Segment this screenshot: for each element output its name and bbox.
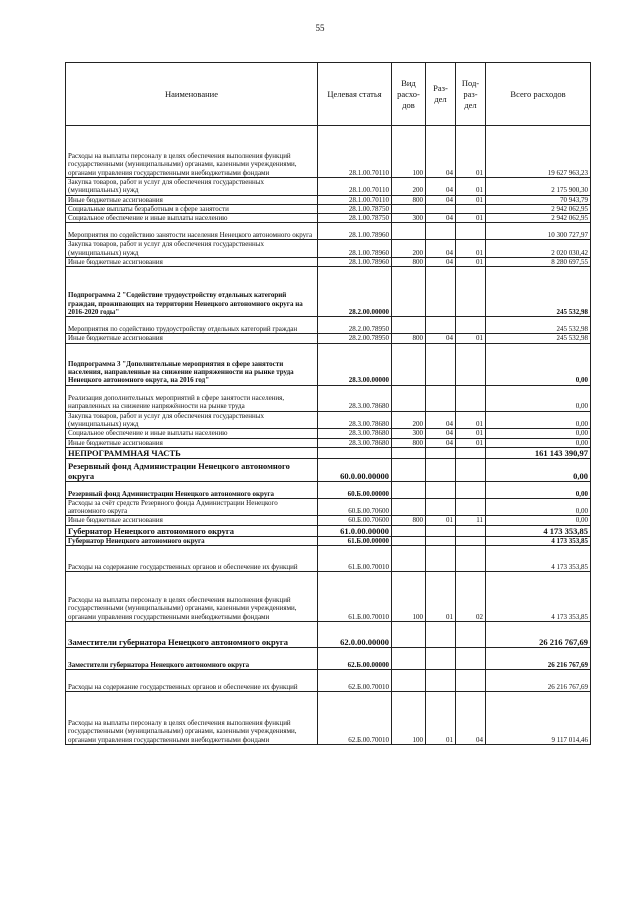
row-razdel	[426, 458, 456, 481]
row-total: 2 942 062,95	[486, 204, 591, 213]
row-vid: 100	[392, 572, 426, 622]
row-vid	[392, 498, 426, 516]
row-vid: 200	[392, 178, 426, 196]
row-name: Закупка товаров, работ и услуг для обеспечения государственных (муниципальных) нужд	[66, 240, 318, 258]
table-row	[66, 267, 591, 317]
row-total: 4 173 353,85	[486, 536, 591, 545]
row-razdel	[426, 648, 456, 670]
row-code: 61.Б.00.70010	[318, 546, 392, 572]
row-code: 62.Б.00.70010	[318, 692, 392, 745]
row-code: 60.Б.00.70600	[318, 516, 392, 525]
row-code: 28.1.00.78750	[318, 214, 392, 223]
row-podrazdel: 04	[456, 692, 486, 745]
table-row	[66, 411, 591, 429]
table-row	[66, 648, 591, 670]
table-row	[66, 343, 591, 385]
row-razdel	[426, 525, 456, 536]
row-code: 28.3.00.00000	[318, 343, 392, 385]
row-code	[318, 447, 392, 458]
row-razdel	[426, 546, 456, 572]
row-podrazdel: 01	[456, 438, 486, 447]
row-name: Расходы за счёт средств Резервного фонда Администрации Ненецкого автономного округа	[66, 498, 318, 516]
row-vid	[392, 447, 426, 458]
row-name: Расходы на выплаты персоналу в целях обеспечения выполнения функций государственными (муниципальными) органами, казенными учреждениями, органами управления государственными внебюджетными фондами	[66, 692, 318, 745]
row-total: 0,00	[486, 438, 591, 447]
row-razdel: 04	[426, 126, 456, 178]
table-row	[66, 447, 591, 458]
row-total: 2 020 030,42	[486, 240, 591, 258]
row-code: 28.3.00.78680	[318, 385, 392, 411]
table-row	[66, 334, 591, 343]
row-code: 62.Б.00.00000	[318, 648, 392, 670]
row-razdel	[426, 223, 456, 240]
row-total: 245 532,98	[486, 334, 591, 343]
row-name: Социальное обеспечение и иные выплаты населению	[66, 214, 318, 223]
table-row	[66, 240, 591, 258]
row-total: 0,00	[486, 498, 591, 516]
row-code: 28.3.00.78680	[318, 429, 392, 438]
row-name: Иные бюджетные ассигнования	[66, 334, 318, 343]
row-podrazdel	[456, 204, 486, 213]
row-podrazdel: 02	[456, 572, 486, 622]
row-total: 0,00	[486, 429, 591, 438]
row-code: 28.3.00.78680	[318, 438, 392, 447]
row-razdel: 01	[426, 516, 456, 525]
table-row	[66, 692, 591, 745]
row-podrazdel	[456, 648, 486, 670]
table-row	[66, 670, 591, 692]
row-name: Социальное обеспечение и иные выплаты населению	[66, 429, 318, 438]
row-name: Расходы на выплаты персоналу в целях обеспечения выполнения функций государственными (муниципальными) органами, казенными учреждениями, органами управления государственными внебюджетными фондами	[66, 572, 318, 622]
row-name: Губернатор Ненецкого автономного округа	[66, 525, 318, 536]
row-razdel	[426, 670, 456, 692]
row-name: Закупка товаров, работ и услуг для обеспечения государственных (муниципальных) нужд	[66, 178, 318, 196]
row-total: 4 173 353,85	[486, 525, 591, 536]
row-razdel	[426, 385, 456, 411]
row-podrazdel	[456, 447, 486, 458]
row-name: Иные бюджетные ассигнования	[66, 438, 318, 447]
table-row	[66, 195, 591, 204]
row-razdel: 04	[426, 429, 456, 438]
row-code: 28.3.00.78680	[318, 411, 392, 429]
row-razdel	[426, 622, 456, 648]
row-podrazdel	[456, 385, 486, 411]
row-podrazdel	[456, 546, 486, 572]
row-podrazdel	[456, 343, 486, 385]
row-vid: 800	[392, 516, 426, 525]
row-podrazdel	[456, 458, 486, 481]
row-total: 0,00	[486, 481, 591, 498]
row-name: Резервный фонд Администрации Ненецкого автономного округа	[66, 481, 318, 498]
row-razdel: 01	[426, 692, 456, 745]
row-podrazdel	[456, 670, 486, 692]
row-razdel: 04	[426, 258, 456, 267]
table-row	[66, 481, 591, 498]
row-razdel: 04	[426, 195, 456, 204]
row-razdel: 04	[426, 240, 456, 258]
header-total: Всего расходов	[486, 63, 591, 126]
row-podrazdel	[456, 481, 486, 498]
row-name: Иные бюджетные ассигнования	[66, 516, 318, 525]
row-total: 0,00	[486, 343, 591, 385]
row-total: 2 942 062,95	[486, 214, 591, 223]
row-vid	[392, 267, 426, 317]
row-name: Заместители губернатора Ненецкого автономного округа	[66, 648, 318, 670]
row-total: 4 173 353,85	[486, 572, 591, 622]
row-code: 28.2.00.78950	[318, 317, 392, 334]
row-total: 161 143 390,97	[486, 447, 591, 458]
row-podrazdel	[456, 223, 486, 240]
table-row	[66, 223, 591, 240]
row-total: 0,00	[486, 411, 591, 429]
row-name: Губернатор Ненецкого автономного округа	[66, 536, 318, 545]
row-total: 245 532,98	[486, 267, 591, 317]
row-total: 0,00	[486, 516, 591, 525]
row-vid: 800	[392, 334, 426, 343]
row-podrazdel	[456, 498, 486, 516]
row-vid	[392, 670, 426, 692]
row-name: Иные бюджетные ассигнования	[66, 195, 318, 204]
row-razdel	[426, 317, 456, 334]
row-podrazdel: 01	[456, 334, 486, 343]
row-podrazdel: 01	[456, 429, 486, 438]
table-row	[66, 214, 591, 223]
row-total: 9 117 014,46	[486, 692, 591, 745]
row-total: 19 627 963,23	[486, 126, 591, 178]
row-code: 28.2.00.00000	[318, 267, 392, 317]
row-total: 70 943,79	[486, 195, 591, 204]
row-code: 62.0.00.00000	[318, 622, 392, 648]
table-header	[66, 63, 591, 126]
row-podrazdel	[456, 267, 486, 317]
row-code: 28.1.00.78960	[318, 223, 392, 240]
row-podrazdel	[456, 622, 486, 648]
row-podrazdel: 01	[456, 240, 486, 258]
budget-table	[65, 62, 591, 745]
table-row	[66, 178, 591, 196]
row-total: 2 175 900,30	[486, 178, 591, 196]
row-name: Закупка товаров, работ и услуг для обеспечения государственных (муниципальных) нужд	[66, 411, 318, 429]
header-podrazdel: Под-раз-дел	[456, 63, 486, 126]
row-vid	[392, 546, 426, 572]
row-code: 60.Б.00.00000	[318, 481, 392, 498]
row-name: Резервный фонд Администрации Ненецкого автономного округа	[66, 458, 318, 481]
table-row	[66, 498, 591, 516]
table-row	[66, 438, 591, 447]
row-vid	[392, 385, 426, 411]
table-row	[66, 572, 591, 622]
row-vid: 200	[392, 411, 426, 429]
row-code: 28.2.00.78950	[318, 334, 392, 343]
row-name: Заместители губернатора Ненецкого автономного округа	[66, 622, 318, 648]
table-row	[66, 317, 591, 334]
row-vid	[392, 223, 426, 240]
table-row	[66, 385, 591, 411]
row-vid	[392, 622, 426, 648]
table-body	[66, 126, 591, 745]
row-vid: 100	[392, 126, 426, 178]
header-code: Целевая статья	[318, 63, 392, 126]
table-row	[66, 536, 591, 545]
row-razdel: 04	[426, 411, 456, 429]
row-code: 28.1.00.78960	[318, 240, 392, 258]
row-razdel: 04	[426, 438, 456, 447]
row-vid: 300	[392, 429, 426, 438]
row-podrazdel	[456, 317, 486, 334]
row-total: 0,00	[486, 458, 591, 481]
row-vid	[392, 525, 426, 536]
row-name: НЕПРОГРАММНАЯ ЧАСТЬ	[66, 447, 318, 458]
row-total: 4 173 353,85	[486, 546, 591, 572]
row-total: 8 280 697,55	[486, 258, 591, 267]
row-code: 28.1.00.78960	[318, 258, 392, 267]
row-razdel	[426, 447, 456, 458]
row-total: 0,00	[486, 385, 591, 411]
row-vid: 200	[392, 240, 426, 258]
header-name: Наименование	[66, 63, 318, 126]
row-name: Мероприятия по содействию трудоустройству отдельных категорий граждан	[66, 317, 318, 334]
table-row	[66, 516, 591, 525]
table-row	[66, 546, 591, 572]
row-podrazdel: 01	[456, 195, 486, 204]
row-name: Расходы на содержание государственных органов и обеспечение их функций	[66, 670, 318, 692]
table-row	[66, 622, 591, 648]
page-number: 55	[315, 23, 325, 33]
row-code: 28.1.00.70110	[318, 126, 392, 178]
table-row	[66, 525, 591, 536]
row-razdel	[426, 481, 456, 498]
table-row	[66, 204, 591, 213]
row-vid	[392, 648, 426, 670]
row-total: 10 300 727,97	[486, 223, 591, 240]
row-vid	[392, 481, 426, 498]
row-razdel	[426, 536, 456, 545]
row-razdel	[426, 498, 456, 516]
table-row	[66, 258, 591, 267]
row-code: 61.Б.00.00000	[318, 536, 392, 545]
row-podrazdel: 11	[456, 516, 486, 525]
row-vid	[392, 317, 426, 334]
row-code: 60.0.00.00000	[318, 458, 392, 481]
row-name: Подпрограмма 3 "Дополнительные мероприятия в сфере занятости населения, направленные на снижение напряженности на рынке труда Ненецкого автономного округа, на 2016 год"	[66, 343, 318, 385]
row-name: Подпрограмма 2 "Содействие трудоустройству отдельных категорий граждан, проживающих на территории Ненецкого автономного округа на 2016-2020 годы"	[66, 267, 318, 317]
row-total: 245 532,98	[486, 317, 591, 334]
header-razdel: Раз-дел	[426, 63, 456, 126]
row-vid	[392, 458, 426, 481]
row-name: Реализация дополнительных мероприятий в сфере занятости населения, направленных на снижение напряжённости на рынке труда	[66, 385, 318, 411]
row-razdel	[426, 204, 456, 213]
row-name: Расходы на содержание государственных органов и обеспечение их функций	[66, 546, 318, 572]
row-podrazdel: 01	[456, 258, 486, 267]
row-razdel: 04	[426, 334, 456, 343]
row-name: Социальные выплаты безработным в сфере занятости	[66, 204, 318, 213]
row-code: 61.0.00.00000	[318, 525, 392, 536]
row-podrazdel	[456, 536, 486, 545]
table-row	[66, 429, 591, 438]
row-code: 62.Б.00.70010	[318, 670, 392, 692]
row-total: 26 216 767,69	[486, 670, 591, 692]
row-razdel: 04	[426, 178, 456, 196]
row-razdel: 01	[426, 572, 456, 622]
row-podrazdel: 01	[456, 214, 486, 223]
row-vid: 100	[392, 692, 426, 745]
row-code: 61.Б.00.70010	[318, 572, 392, 622]
row-total: 26 216 767,69	[486, 622, 591, 648]
row-vid	[392, 343, 426, 385]
row-code: 28.1.00.70110	[318, 178, 392, 196]
row-code: 28.1.00.70110	[318, 195, 392, 204]
row-name: Мероприятия по содействию занятости населения Ненецкого автономного округа	[66, 223, 318, 240]
row-razdel	[426, 343, 456, 385]
row-podrazdel: 01	[456, 126, 486, 178]
row-vid: 300	[392, 214, 426, 223]
row-name: Иные бюджетные ассигнования	[66, 258, 318, 267]
row-name: Расходы на выплаты персоналу в целях обеспечения выполнения функций государственными (муниципальными) органами, казенными учреждениями, органами управления государственными внебюджетными фондами	[66, 126, 318, 178]
row-vid	[392, 204, 426, 213]
table-row	[66, 126, 591, 178]
table-row	[66, 458, 591, 481]
header-vid: Вид расхо-дов	[392, 63, 426, 126]
row-code: 28.1.00.78750	[318, 204, 392, 213]
row-vid: 800	[392, 258, 426, 267]
row-total: 26 216 767,69	[486, 648, 591, 670]
row-podrazdel: 01	[456, 411, 486, 429]
row-podrazdel: 01	[456, 178, 486, 196]
row-vid: 800	[392, 195, 426, 204]
row-razdel	[426, 267, 456, 317]
row-code: 60.Б.00.70600	[318, 498, 392, 516]
row-vid	[392, 536, 426, 545]
row-vid: 800	[392, 438, 426, 447]
row-razdel: 04	[426, 214, 456, 223]
row-podrazdel	[456, 525, 486, 536]
